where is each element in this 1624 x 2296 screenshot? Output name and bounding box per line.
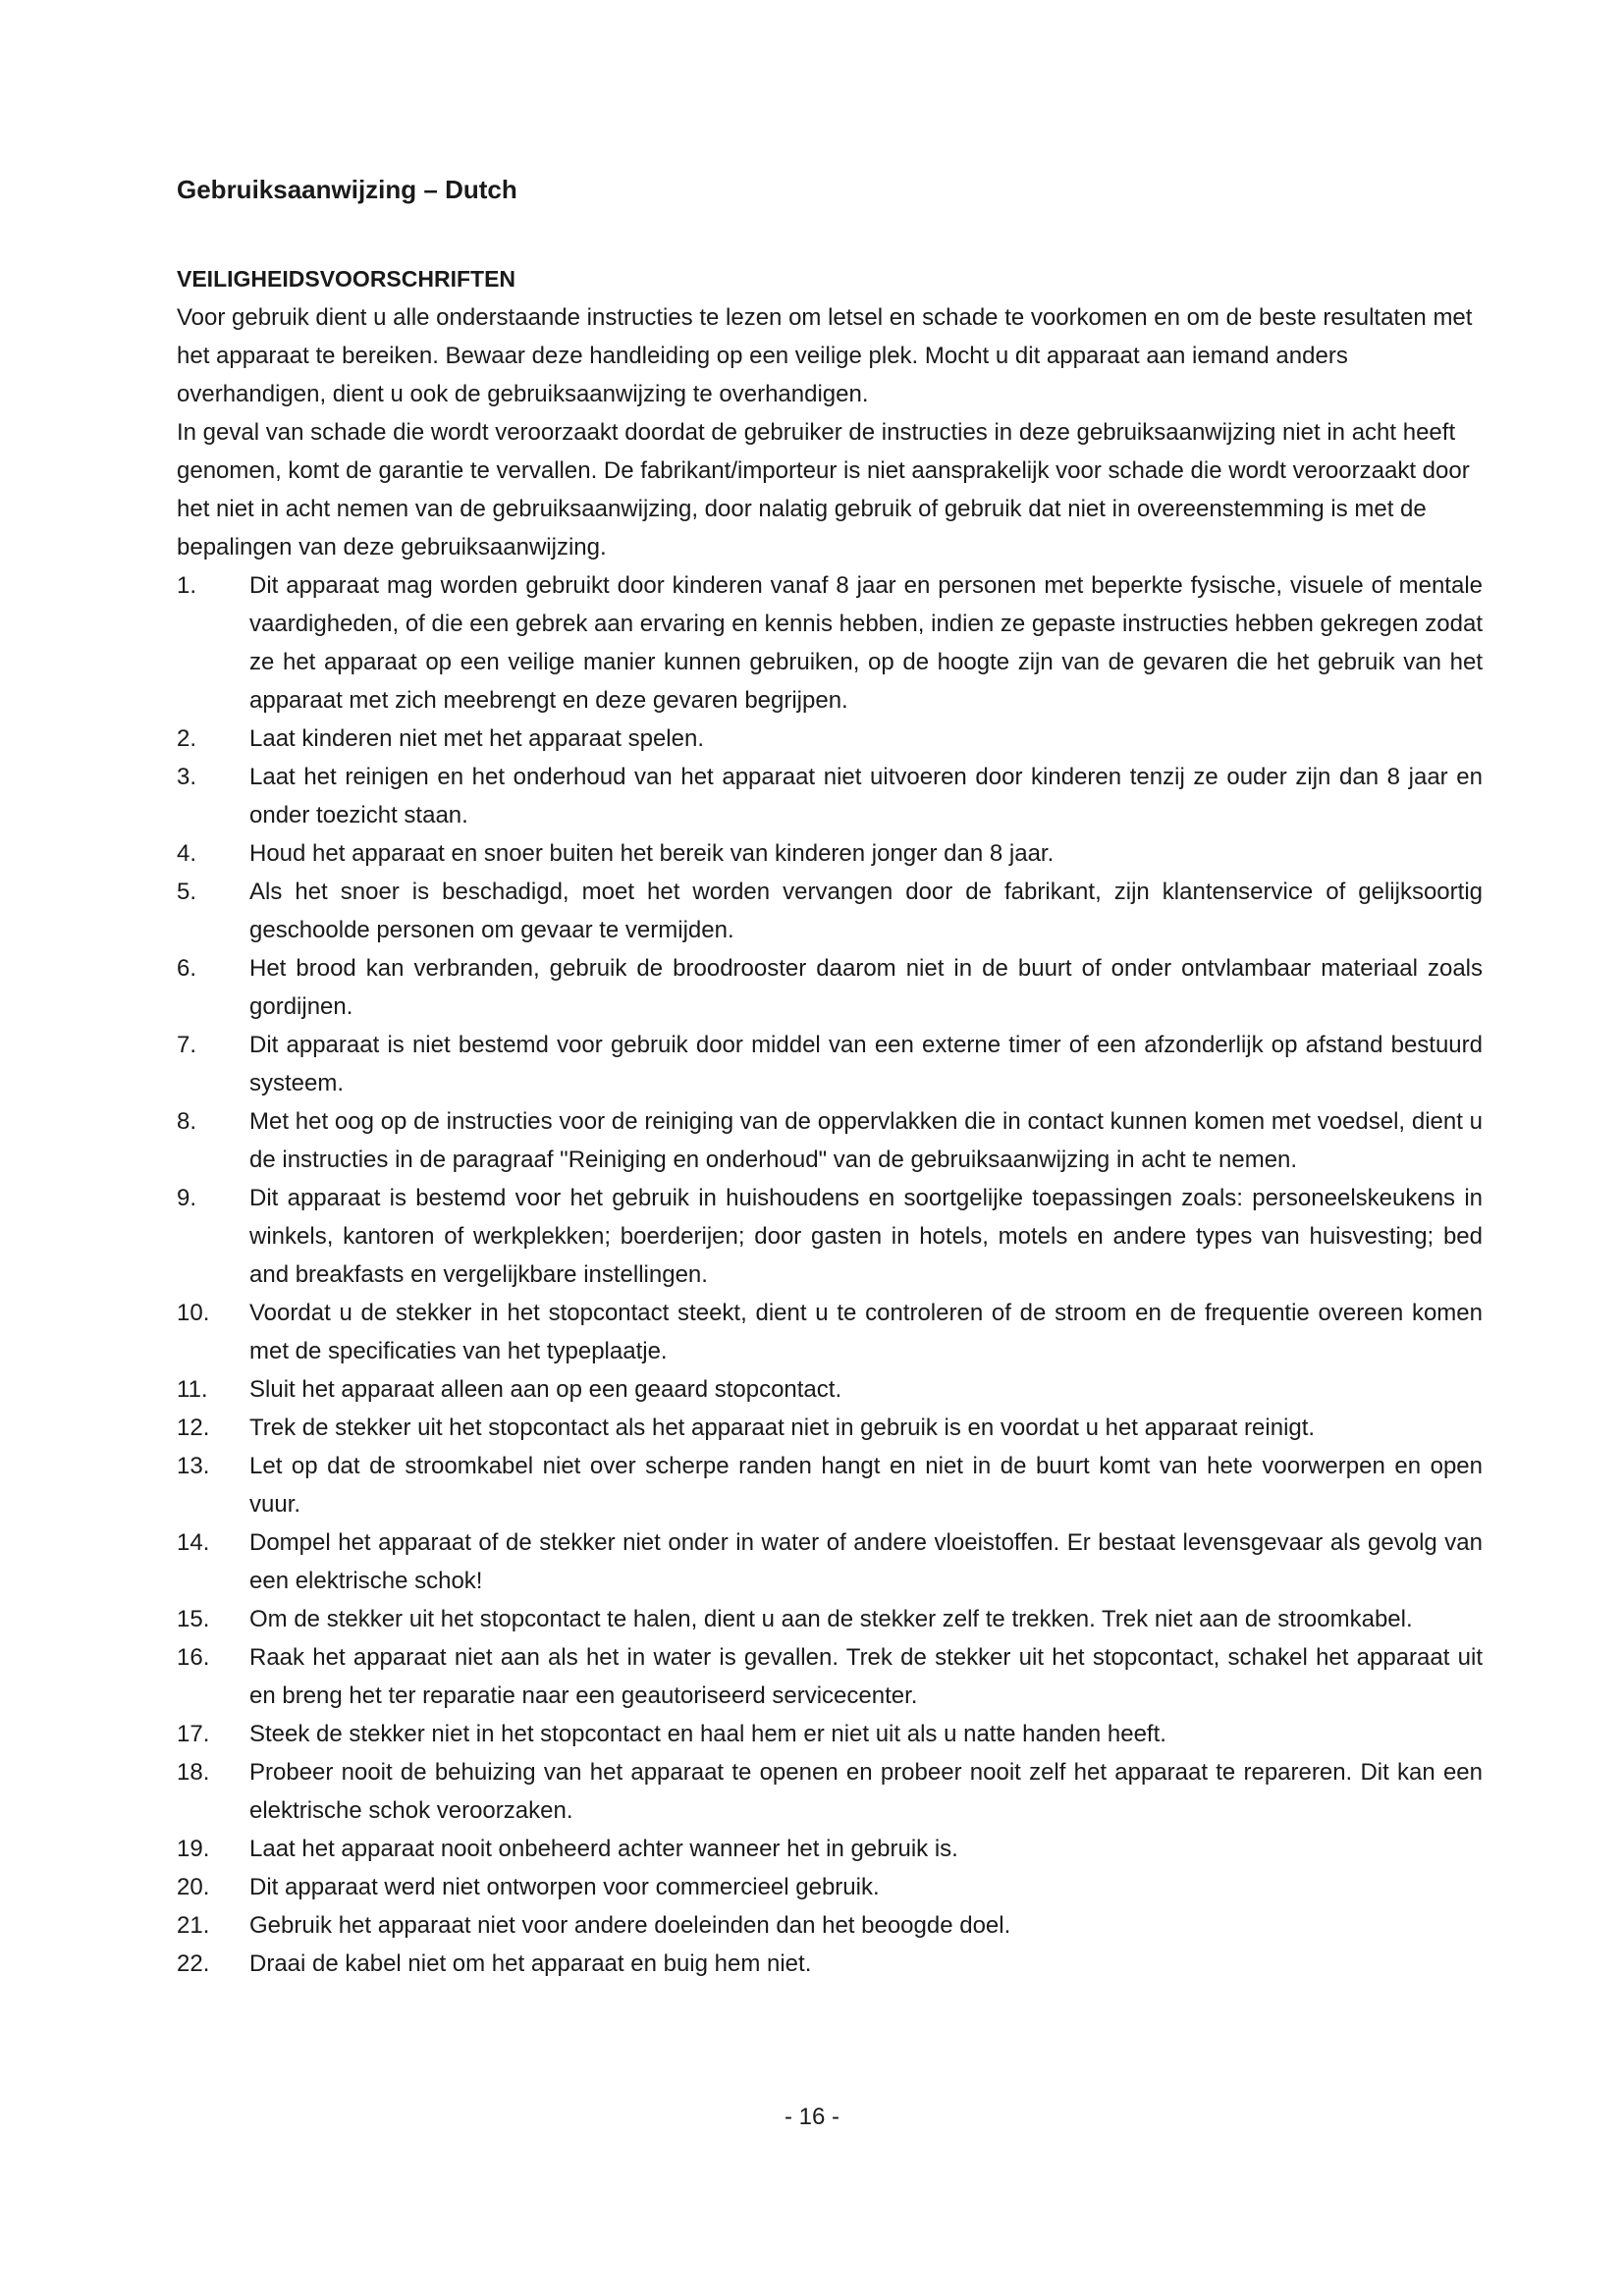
item-text: Trek de stekker uit het stopcontact als het apparaat niet in gebruik is en voordat u het apparaat reinigt. xyxy=(249,1415,1316,1441)
list-item xyxy=(177,873,1483,949)
item-number: 16. xyxy=(177,1644,210,1671)
item-number: 15. xyxy=(177,1606,210,1632)
list-item xyxy=(177,834,1483,873)
item-number: 14. xyxy=(177,1529,210,1556)
list-item xyxy=(177,1447,1483,1523)
item-number: 2. xyxy=(177,725,197,752)
intro-paragraph: Voor gebruik dient u alle onderstaande instructies te lezen om letsel en schade te voorkomen en om de beste resultaten met het apparaat te bereiken. Bewaar deze handleiding op een veilige plek. Mocht u dit apparaat aan iemand anders overhandigen, dient u ook de gebruiksaanwijzing te overhandigen. xyxy=(177,304,1473,407)
item-number: 3. xyxy=(177,764,197,790)
item-text: Met het oog op de instructies voor de reiniging van de oppervlakken die in contact kunnen komen met voedsel, dient u de instructies in de paragraaf "Reiniging en onderhoud" van de gebruiksaanwijzing in acht te nemen. xyxy=(249,1108,1483,1173)
list-item xyxy=(177,1409,1483,1447)
item-number: 6. xyxy=(177,955,197,982)
item-text: Dit apparaat werd niet ontworpen voor commercieel gebruik. xyxy=(249,1874,880,1900)
list-item xyxy=(177,1715,1483,1753)
item-text: Als het snoer is beschadigd, moet het worden vervangen door de fabrikant, zijn klantenservice of gelijksoortig geschoolde personen om gevaar te vermijden. xyxy=(249,879,1483,943)
list-item xyxy=(177,1370,1483,1409)
item-number: 8. xyxy=(177,1108,197,1135)
list-item xyxy=(177,1026,1483,1102)
item-text: Sluit het apparaat alleen aan op een geaard stopcontact. xyxy=(249,1376,842,1403)
item-number: 1. xyxy=(177,572,197,599)
item-text: Steek de stekker niet in het stopcontact en haal hem er niet uit als u natte handen heeft. xyxy=(249,1721,1166,1747)
item-text: Om de stekker uit het stopcontact te halen, dient u aan de stekker zelf te trekken. Trek niet aan de stroomkabel. xyxy=(249,1606,1413,1632)
item-number: 17. xyxy=(177,1721,210,1747)
item-number: 9. xyxy=(177,1185,197,1211)
list-item xyxy=(177,1294,1483,1370)
list-item xyxy=(177,1179,1483,1294)
item-number: 11. xyxy=(177,1376,208,1403)
item-number: 4. xyxy=(177,840,197,867)
list-item xyxy=(177,1906,1483,1945)
item-text: Raak het apparaat niet aan als het in water is gevallen. Trek de stekker uit het stopcontact, schakel het apparaat uit en breng het ter reparatie naar een geautoriseerd servicecenter. xyxy=(249,1644,1483,1709)
document-page xyxy=(177,173,1483,1983)
list-item xyxy=(177,1523,1483,1600)
item-text: Gebruik het apparaat niet voor andere doeleinden dan het beoogde doel. xyxy=(249,1912,1011,1939)
item-number: 18. xyxy=(177,1759,210,1786)
item-number: 10. xyxy=(177,1300,210,1326)
item-number: 13. xyxy=(177,1453,210,1479)
item-text: Laat het apparaat nooit onbeheerd achter wanneer het in gebruik is. xyxy=(249,1836,958,1862)
item-number: 12. xyxy=(177,1415,210,1441)
item-text: Dit apparaat is niet bestemd voor gebruik door middel van een externe timer of een afzonderlijk op afstand bestuurd systeem. xyxy=(249,1032,1483,1096)
item-text: Draai de kabel niet om het apparaat en buig hem niet. xyxy=(249,1950,812,1977)
safety-instructions-list xyxy=(177,566,1483,1983)
list-item xyxy=(177,1638,1483,1715)
list-item xyxy=(177,758,1483,834)
item-text: Houd het apparaat en snoer buiten het bereik van kinderen jonger dan 8 jaar. xyxy=(249,840,1055,867)
item-text: Dit apparaat mag worden gebruikt door kinderen vanaf 8 jaar en personen met beperkte fysische, visuele of mentale vaardigheden, of die een gebrek aan ervaring en kennis hebben, indien ze gepaste instructies hebben gekregen zodat ze het apparaat op een veilige manier kunnen gebruiken, op de hoogte zijn van de gevaren die het gebruik van het apparaat met zich meebrengt en deze gevaren begrijpen. xyxy=(249,572,1483,714)
item-number: 20. xyxy=(177,1874,210,1900)
list-item xyxy=(177,949,1483,1026)
list-item xyxy=(177,1600,1483,1638)
item-number: 19. xyxy=(177,1836,210,1862)
item-number: 5. xyxy=(177,879,197,905)
item-text: Dit apparaat is bestemd voor het gebruik in huishoudens en soortgelijke toepassingen zoals: personeelskeukens in winkels, kantoren of werkplekken; boerderijen; door gasten in hotels, motels en andere types van huisvesting; bed and breakfasts en vergelijkbare instellingen. xyxy=(249,1185,1483,1288)
list-item xyxy=(177,1753,1483,1830)
list-item xyxy=(177,566,1483,720)
item-text: Probeer nooit de behuizing van het apparaat te openen en probeer nooit zelf het apparaat te repareren. Dit kan een elektrische schok veroorzaken. xyxy=(249,1759,1483,1824)
list-item xyxy=(177,1102,1483,1179)
page-title: Gebruiksaanwijzing – Dutch xyxy=(177,175,517,204)
list-item xyxy=(177,1868,1483,1906)
item-number: 21. xyxy=(177,1912,210,1939)
item-text: Het brood kan verbranden, gebruik de broodrooster daarom niet in de buurt of onder ontvlambaar materiaal zoals gordijnen. xyxy=(249,955,1483,1020)
list-item xyxy=(177,720,1483,758)
intro-paragraph: In geval van schade die wordt veroorzaakt doordat de gebruiker de instructies in deze gebruiksaanwijzing niet in acht heeft genomen, komt de garantie te vervallen. De fabrikant/importeur is niet aansprakelijk voor schade die wordt veroorzaakt door het niet in acht nemen van de gebruiksaanwijzing, door nalatig gebruik of gebruik dat niet in overeenstemming is met de bepalingen van deze gebruiksaanwijzing. xyxy=(177,419,1470,561)
list-item xyxy=(177,1830,1483,1868)
item-number: 7. xyxy=(177,1032,197,1058)
section-heading: VEILIGHEIDSVOORSCHRIFTEN xyxy=(177,266,516,292)
item-text: Laat het reinigen en het onderhoud van het apparaat niet uitvoeren door kinderen tenzij ze ouder zijn dan 8 jaar en onder toezicht staan. xyxy=(249,764,1483,828)
item-text: Laat kinderen niet met het apparaat spelen. xyxy=(249,725,704,752)
item-text: Voordat u de stekker in het stopcontact steekt, dient u te controleren of de stroom en de frequentie overeen komen met de specificaties van het typeplaatje. xyxy=(249,1300,1483,1364)
item-number: 22. xyxy=(177,1950,210,1977)
item-text: Dompel het apparaat of de stekker niet onder in water of andere vloeistoffen. Er bestaat levensgevaar als gevolg van een elektrische schok! xyxy=(249,1529,1483,1594)
item-text: Let op dat de stroomkabel niet over scherpe randen hangt en niet in de buurt komt van hete voorwerpen en open vuur. xyxy=(249,1453,1483,1518)
page-number: - 16 - xyxy=(784,2104,839,2130)
list-item xyxy=(177,1945,1483,1983)
